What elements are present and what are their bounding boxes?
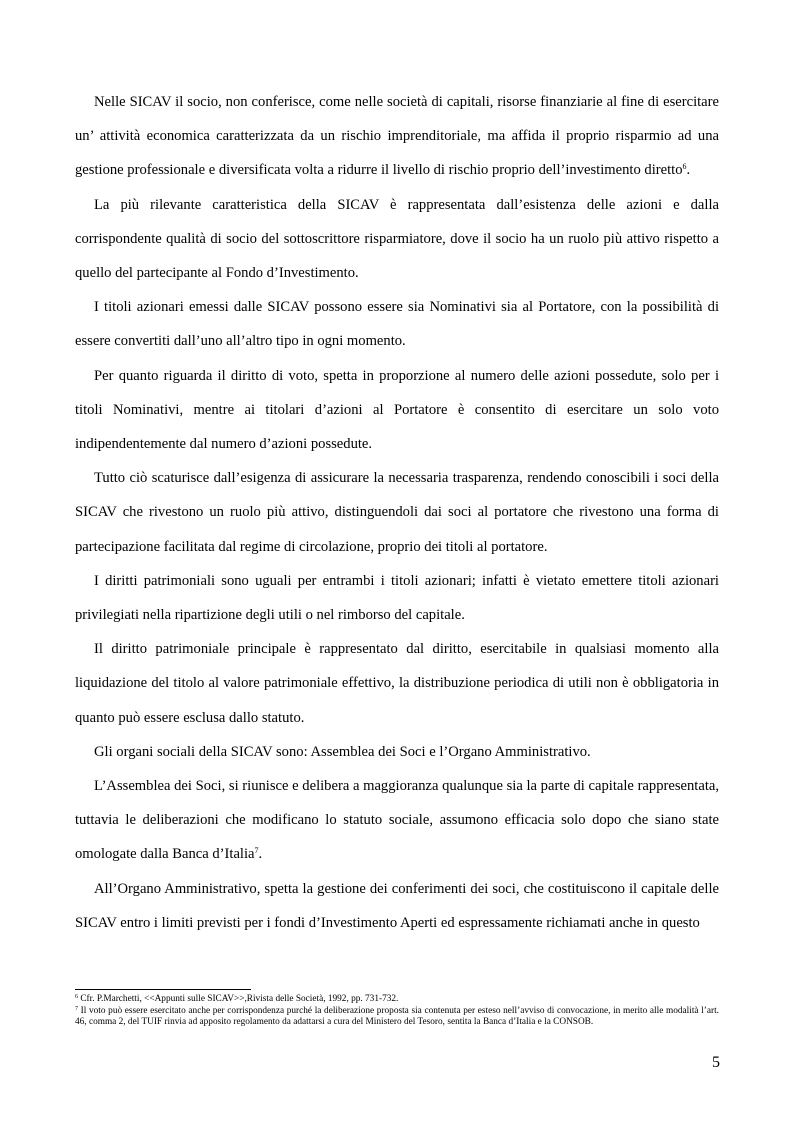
paragraph-diritti-patrimoniali: I diritti patrimoniali sono uguali per entrambi i titoli azionari; infatti è vietato emettere titoli azionari privilegiati nella ripartizione degli utili o nel rimborso del capitale. (75, 572, 719, 624)
paragraph-assemblea: L’Assemblea dei Soci, si riunisce e delibera a maggioranza qualunque sia la parte di capitale rappresentata, tuttavia le deliberazioni che modificano lo statuto sociale, assumono efficacia solo dopo che siano state omologate dalla Banca d’Italia$^7$. (75, 778, 719, 863)
footnote-separator (75, 989, 251, 990)
footnotes (75, 994, 719, 1029)
paragraph-diritto-patrimoniale-principale: Il diritto patrimoniale principale è rappresentato dal diritto, esercitabile in qualsiasi momento alla liquidazione del titolo al valore patrimoniale effettivo, la distribuzione periodica di utili non è obbligatoria in quanto può essere esclusa dallo statuto. (75, 641, 719, 726)
paragraph-organo-amministrativo: All’Organo Amministrativo, spetta la gestione dei conferimenti dei soci, che costituiscono il capitale delle SICAV entro i limiti previsti per i fondi d’Investimento Aperti ed espressamente richiamati anche in questo (75, 880, 719, 931)
paragraph-trasparenza: Tutto ciò scaturisce dall’esigenza di assicurare la necessaria trasparenza, rendendo conoscibili i soci della SICAV che rivestono un ruolo più attivo, distinguendoli dai soci al portatore che rivestono una forma di partecipazione facilitata dal regime di circolazione, proprio dei titoli al portatore. (75, 470, 719, 555)
page-number: 5 (712, 1054, 720, 1071)
paragraph-diritto-voto: Per quanto riguarda il diritto di voto, spetta in proporzione al numero delle azioni possedute, solo per i titoli Nominativi, mentre ai titolari d’azioni al Portatore è consentito di esercitare un solo voto indipendentemente dal numero d’azioni possedute. (75, 367, 719, 453)
footnote-ref-6[interactable]: 6 (682, 162, 687, 172)
paragraph-caratteristica: La più rilevante caratteristica della SICAV è rappresentata dall’esistenza delle azioni e dalla corrispondente qualità di socio del sottoscrittore risparmiatore, dove il socio ha un ruolo più attivo rispetto a quello del partecipante al Fondo d’Investimento. (75, 196, 719, 282)
footnote-7: $^7$ Il voto può essere esercitato anche per corrispondenza purché la deliberazione proposta sia contenuta per esteso nell’avviso di convocazione, in merito alle modalità l’art. 46, comma 2, del TUIF rinvia ad apposito regolamento da adattarsi a cura del Ministero del Tesoro, sentita la Banca d’Italia e la CONSOB. (75, 1005, 719, 1028)
body-text (75, 85, 719, 940)
paragraph-titoli-azionari: I titoli azionari emessi dalle SICAV possono essere sia Nominativi sia al Portatore, con la possibilità di essere convertiti dall’uno all’altro tipo in ogni momento. (75, 299, 719, 350)
footnote-6: $^6$ Cfr. P.Marchetti, <<Appunti sulle SICAV>>,Rivista delle Società, 1992, pp. 731-732. (75, 994, 399, 1004)
paragraph-organi-sociali: Gli organi sociali della SICAV sono: Assemblea dei Soci e l’Organo Amministrativo. (94, 743, 591, 760)
paragraph-sicav-socio: Nelle SICAV il socio, non conferisce, come nelle società di capitali, risorse finanziarie al fine di esercitare un’ attività economica caratterizzata da un rischio imprenditoriale, ma affida il proprio risparmio ad una gestione professionale e diversificata volta a ridurre il livello di rischio proprio dell’investimento diretto$^6$. (75, 94, 719, 179)
footnote-ref-7[interactable]: 7 (254, 846, 259, 856)
